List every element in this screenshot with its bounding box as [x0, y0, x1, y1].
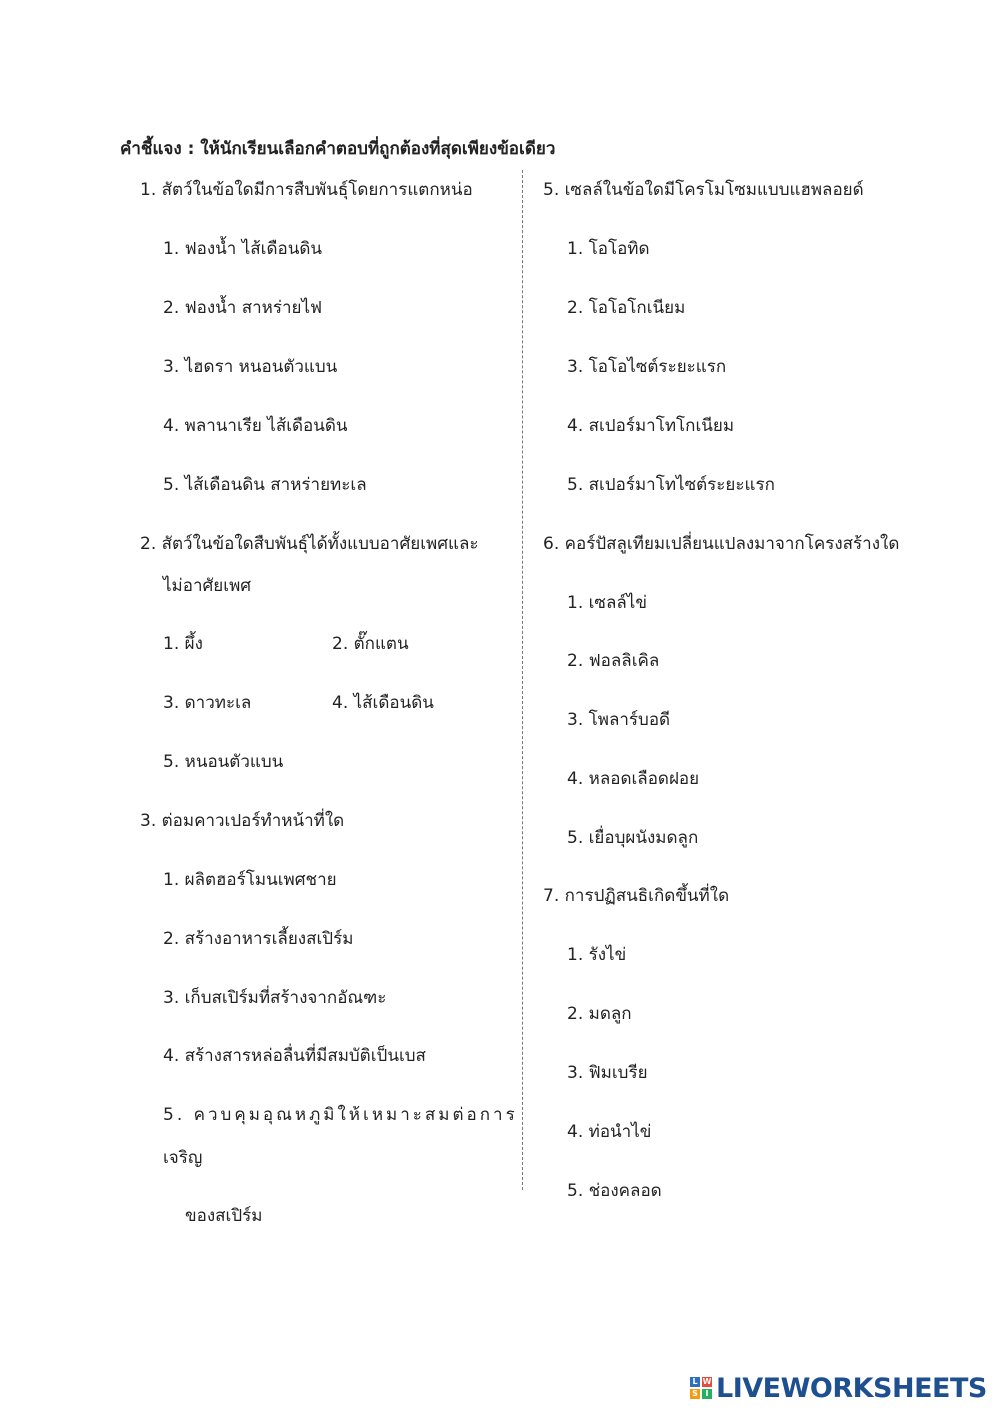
q2-choice-5[interactable]: 5. หนอนตัวแบน — [163, 752, 284, 772]
logo-cell-l: L — [690, 1377, 700, 1387]
q1-choice-3[interactable]: 3. ไฮดรา หนอนตัวแบน — [163, 357, 338, 377]
logo-text: LIVEWORKSHEETS — [716, 1372, 987, 1404]
question-2: 2. สัตว์ในข้อใดสืบพันธุ์ได้ทั้งแบบอาศัยเพศและ — [140, 534, 479, 554]
q5-choice-3[interactable]: 3. โอโอไซต์ระยะแรก — [567, 357, 727, 377]
logo-cell-w: W — [702, 1377, 712, 1386]
q7-choice-2[interactable]: 2. มดลูก — [567, 1004, 632, 1024]
q3-choice-3[interactable]: 3. เก็บสเปิร์มที่สร้างจากอัณฑะ — [163, 988, 387, 1008]
question-6: 6. คอร์ปัสลูเทียมเปลี่ยนแปลงมาจากโครงสร้างใด — [543, 534, 900, 554]
liveworksheets-logo — [690, 1373, 987, 1403]
q3-choice-1[interactable]: 1. ผลิตฮอร์โมนเพศชาย — [163, 870, 337, 890]
q6-choice-4[interactable]: 4. หลอดเลือดฝอย — [567, 769, 700, 789]
q2-choice-1[interactable]: 1. ผึ้ง — [163, 634, 203, 654]
q5-choice-4[interactable]: 4. สเปอร์มาโทโกเนียม — [567, 416, 735, 436]
q3-choice-4[interactable]: 4. สร้างสารหล่อลื่นที่มีสมบัติเป็นเบส — [163, 1046, 426, 1066]
q3-choice-5-line-3: ของสเปิร์ม — [185, 1206, 263, 1226]
question-7: 7. การปฏิสนธิเกิดขึ้นที่ใด — [543, 886, 730, 906]
logo-cell-s: S — [690, 1389, 700, 1399]
column-divider — [522, 170, 523, 1190]
q3-choice-5[interactable]: 5. ควบคุมอุณหภูมิให้เหมาะสมต่อการ — [163, 1105, 518, 1125]
logo-icon — [690, 1377, 712, 1399]
q7-choice-3[interactable]: 3. ฟิมเบรีย — [567, 1063, 648, 1083]
q5-choice-5[interactable]: 5. สเปอร์มาโทไซต์ระยะแรก — [567, 475, 775, 495]
q6-choice-2[interactable]: 2. ฟอลลิเคิล — [567, 651, 660, 671]
question-2-line-2: ไม่อาศัยเพศ — [163, 576, 252, 596]
q1-choice-1[interactable]: 1. ฟองน้ำ ไส้เดือนดิน — [163, 239, 323, 259]
q6-choice-5[interactable]: 5. เยื่อบุผนังมดลูก — [567, 828, 699, 848]
q6-choice-3[interactable]: 3. โพลาร์บอดี — [567, 710, 671, 730]
logo-cell-i: I — [702, 1389, 712, 1399]
instructions: คำชี้แจง : ให้นักเรียนเลือกคำตอบที่ถูกต้องที่สุดเพียงข้อเดียว — [120, 139, 556, 159]
q3-choice-5-line-2: เจริญ — [163, 1148, 203, 1168]
q2-choice-2[interactable]: 2. ตั๊กแตน — [332, 634, 409, 654]
q6-choice-1[interactable]: 1. เซลล์ไข่ — [567, 593, 647, 613]
question-3: 3. ต่อมคาวเปอร์ทำหน้าที่ใด — [140, 811, 345, 831]
q3-choice-2[interactable]: 2. สร้างอาหารเลี้ยงสเปิร์ม — [163, 929, 354, 949]
q5-choice-1[interactable]: 1. โอโอทิด — [567, 239, 650, 259]
q7-choice-4[interactable]: 4. ท่อนำไข่ — [567, 1122, 652, 1142]
q2-choice-3[interactable]: 3. ดาวทะเล — [163, 693, 252, 713]
question-5: 5. เซลล์ในข้อใดมีโครโมโซมแบบแฮพลอยด์ — [543, 180, 864, 200]
question-1: 1. สัตว์ในข้อใดมีการสืบพันธุ์โดยการแตกหน่อ — [140, 180, 473, 200]
q1-choice-5[interactable]: 5. ไส้เดือนดิน สาหร่ายทะเล — [163, 475, 367, 495]
q7-choice-5[interactable]: 5. ช่องคลอด — [567, 1181, 662, 1201]
q7-choice-1[interactable]: 1. รังไข่ — [567, 945, 627, 965]
q1-choice-2[interactable]: 2. ฟองน้ำ สาหร่ายไฟ — [163, 298, 323, 318]
q2-choice-4[interactable]: 4. ไส้เดือนดิน — [332, 693, 434, 713]
q1-choice-4[interactable]: 4. พลานาเรีย ไส้เดือนดิน — [163, 416, 348, 436]
q5-choice-2[interactable]: 2. โอโอโกเนียม — [567, 298, 686, 318]
